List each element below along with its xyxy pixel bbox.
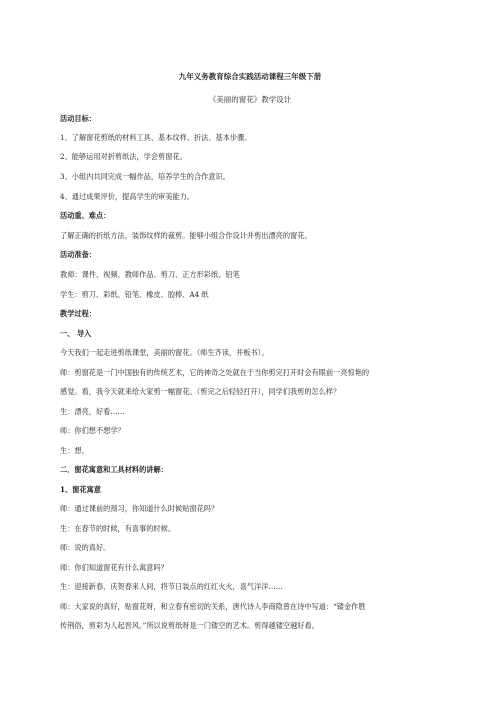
body-text-line: 师：大家说的真好，贴窗花呀，和立春有密切的关系，唐代诗人李商隐曾在诗中写道：“镂金作胜 — [60, 602, 366, 611]
section-heading: 教学过程： — [60, 309, 96, 318]
body-text-line: 师：通过课前的预习，你知道什么时候贴窗花吗？ — [60, 504, 219, 513]
body-text-line: 生：在春节的时候，有喜事的时候。 — [60, 524, 176, 533]
body-text-line: 生：迎接新春、庆贺春来人间，将节日装点的红红火火，喜气洋洋…… — [60, 582, 283, 591]
body-text-line: 感觉。看，我今天就来给大家剪一幅窗花。（剪完之后轻轻打开），同学们我剪的怎么样？ — [60, 387, 341, 396]
body-text-line: 师：你们知道窗花有什么寓意吗？ — [60, 563, 168, 572]
body-text-line: 学生：剪刀、彩纸、铅笔、橡皮、胶棒、A4 纸 — [60, 290, 209, 299]
section-heading: 二．窗花寓意和工具材料的讲解： — [60, 465, 168, 474]
body-text-line: 传荆俗，剪彩为人起晋风。”所以说剪纸呀是一门镂空的艺术。剪得越镂空越好看。 — [60, 621, 319, 630]
section-heading: 活动准备： — [60, 250, 96, 259]
section-heading: 一、 导入 — [60, 329, 92, 338]
body-text-line: 师：你们想不想学？ — [60, 426, 125, 435]
body-text-line: 3、小组内共同完成一幅作品，培养学生的合作意识。 — [60, 172, 230, 181]
body-text-line: 2、能够运用对折剪纸法，学会剪窗花。 — [60, 152, 187, 161]
body-text-line: 了解正确的折纸方法，装饰纹样的裁剪。能够小组合作设计并剪出漂亮的窗花。 — [60, 231, 312, 240]
body-text-line: 今天我们一起走进剪纸课堂，美丽的窗花。（师生齐读，并板书）。 — [60, 348, 269, 357]
section-heading: 活动目标： — [60, 114, 96, 123]
body-text-line: 生：漂亮，好看…… — [60, 407, 125, 416]
body-text-line: 4、通过成果评价，提高学生的审美能力。 — [60, 192, 194, 201]
body-text-line: 教师：课件、视频、教师作品、剪刀、正方形彩纸、铅笔 — [60, 270, 240, 279]
document-subtitle: 《美丽的窗花》教学设计 — [208, 95, 292, 104]
body-text-line: 师：说的真好。 — [60, 543, 111, 552]
section-heading: 1、窗花寓意 — [60, 485, 101, 494]
body-text-line: 1、了解窗花剪纸的材料工具、基本纹样、折法、基本步骤。 — [60, 133, 252, 142]
document-title: 九年义务教育综合实践活动课程三年级下册 — [178, 72, 322, 81]
body-text-line: 师：剪窗花是一门中国独有的传统艺术，它的神奇之处就在于当你剪完打开时会有眼前一亮惊艳的 — [60, 368, 370, 377]
body-text-line: 生：想。 — [60, 446, 89, 455]
section-heading: 活动重、难点： — [60, 211, 111, 220]
